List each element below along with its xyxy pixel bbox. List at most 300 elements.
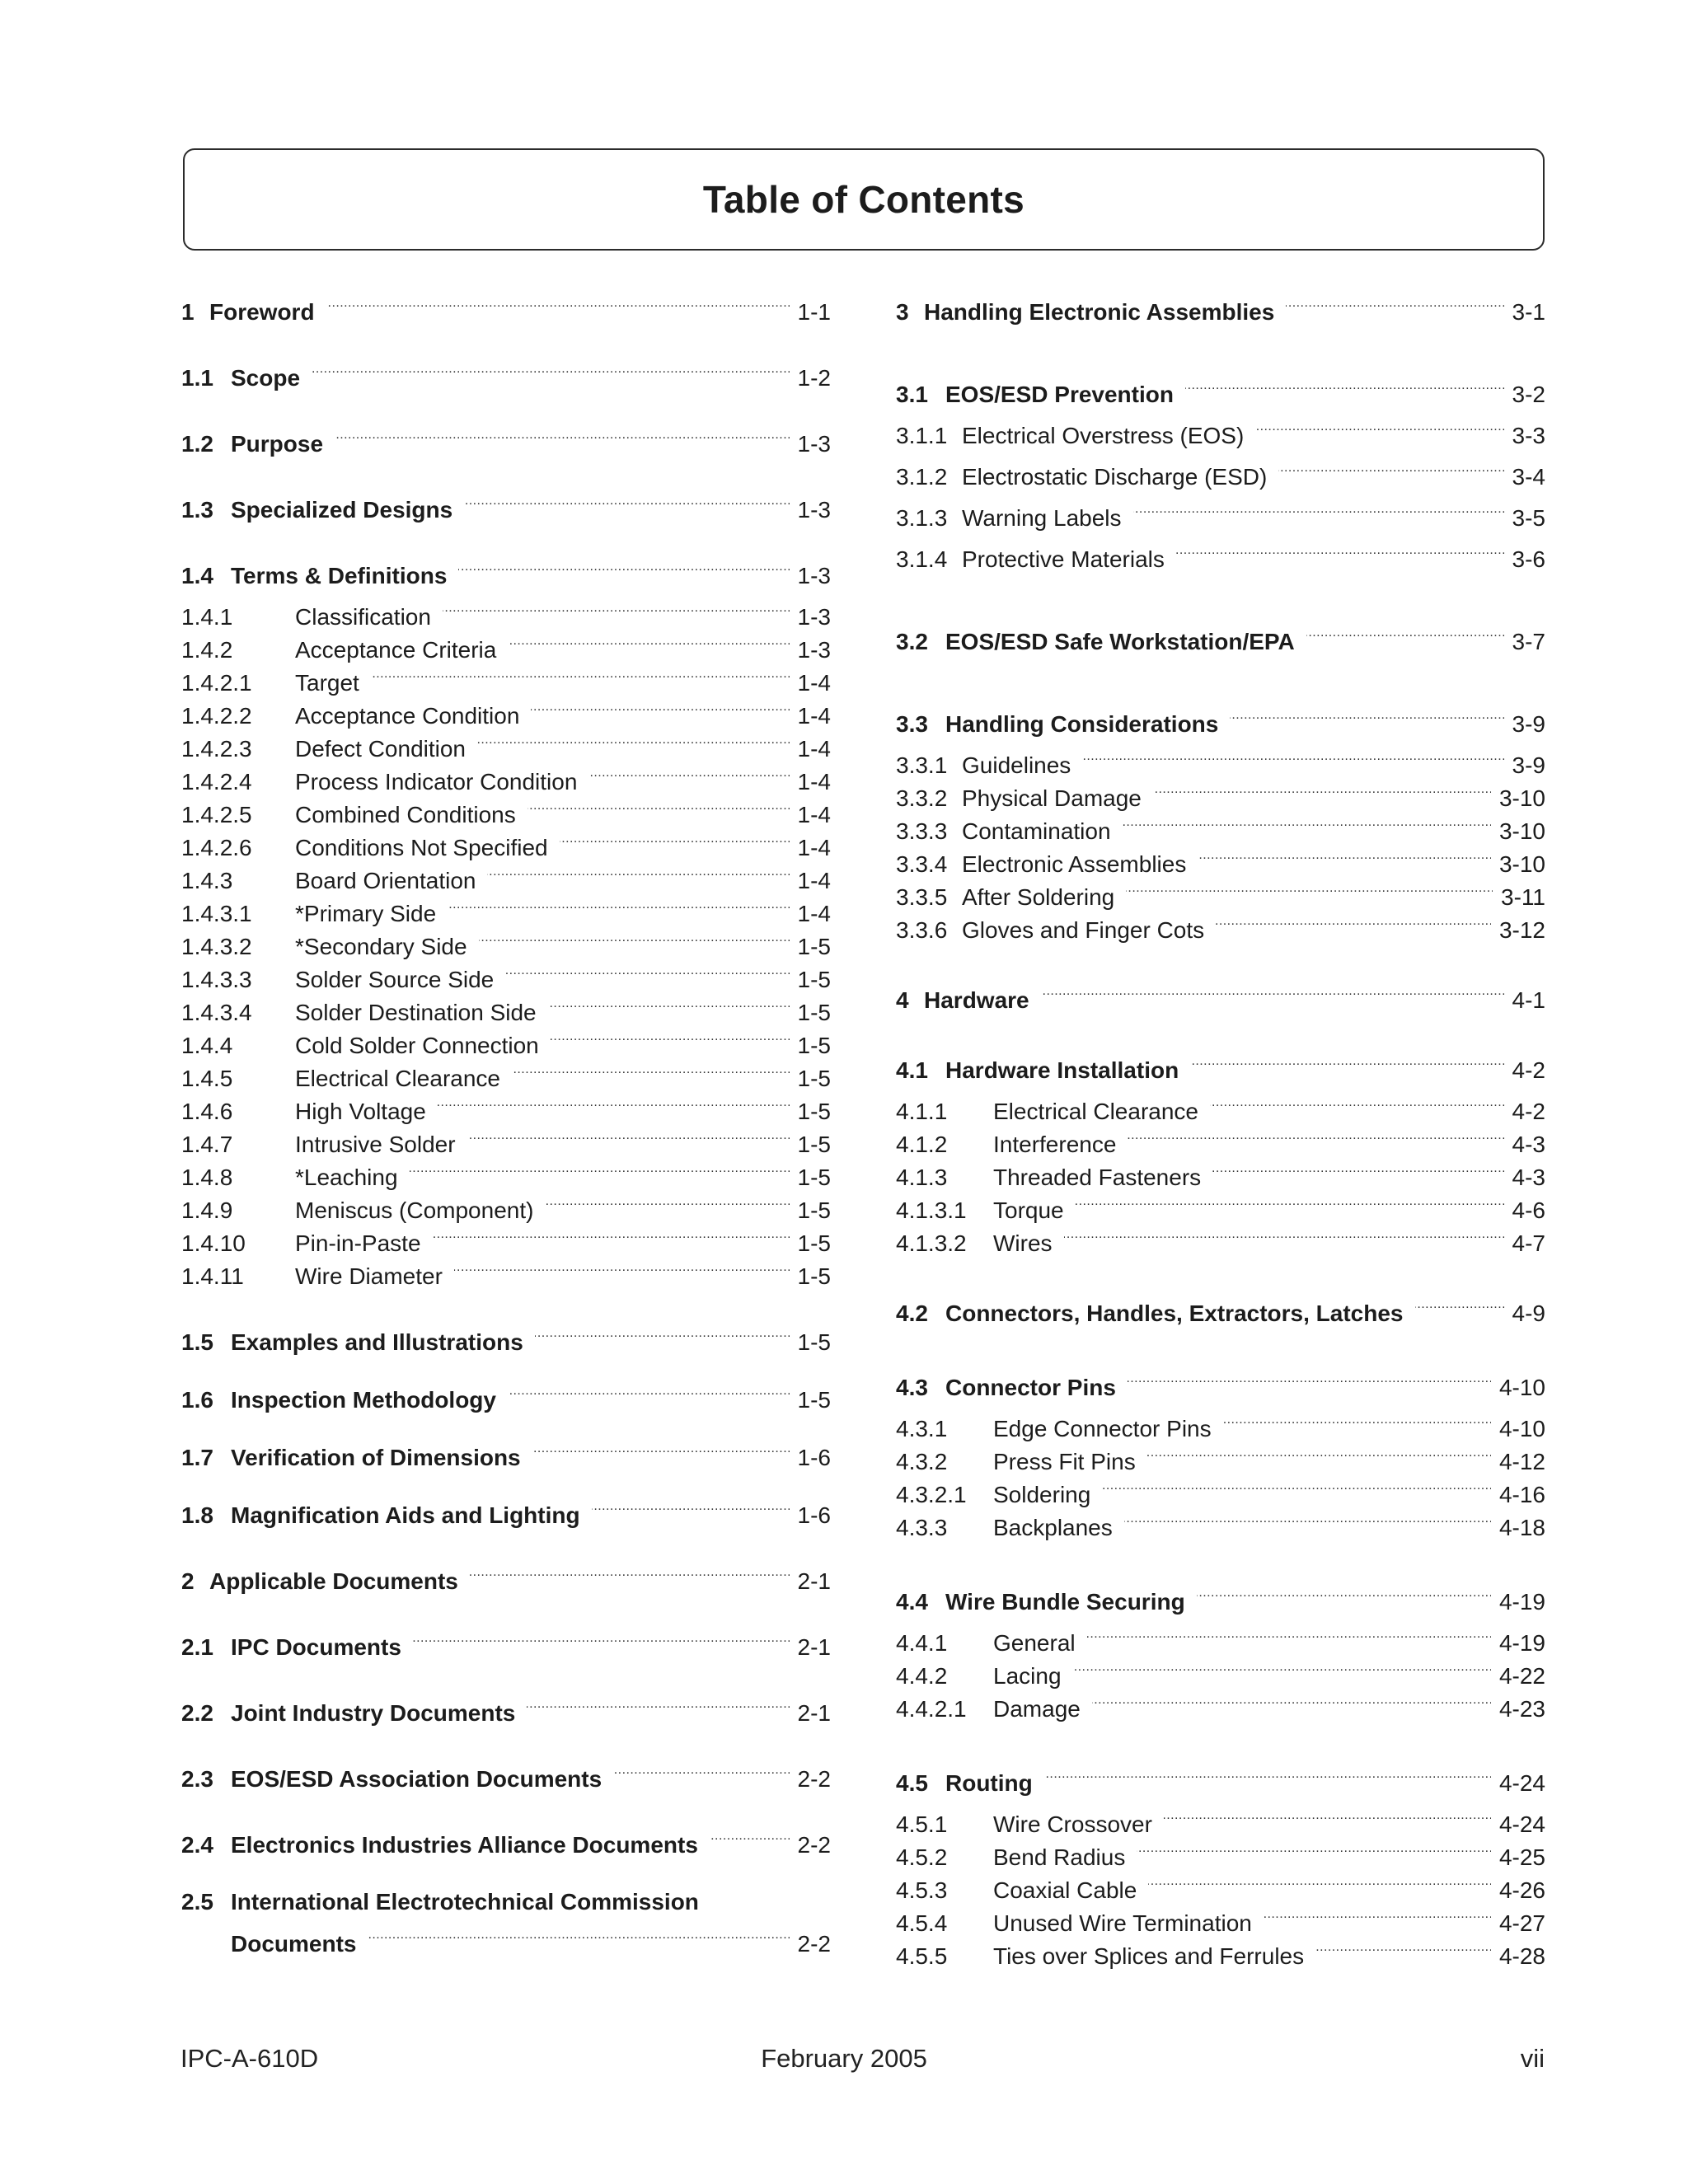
toc-entry-title: Intrusive Solder <box>295 1132 456 1157</box>
toc-entry-number: 1.4.2.2 <box>181 703 252 729</box>
toc-entry-page: 1-4 <box>797 736 831 762</box>
toc-entry-title: Cold Solder Connection <box>295 1033 539 1058</box>
dot-leader <box>535 1317 790 1350</box>
toc-entry-3-3-1[interactable] <box>896 740 1545 778</box>
toc-entry-title: Protective Materials <box>962 546 1165 572</box>
dot-leader <box>545 1185 789 1218</box>
toc-entry-4-3[interactable] <box>896 1362 1545 1400</box>
dot-leader <box>710 1820 790 1853</box>
toc-entry-title: Magnification Aids and Lighting <box>231 1502 580 1528</box>
toc-entry-title: IPC Documents <box>231 1634 401 1660</box>
dot-leader <box>1133 493 1504 526</box>
toc-entry-page: 4-22 <box>1498 1663 1545 1689</box>
toc-entry-page: 2-1 <box>797 1634 831 1660</box>
toc-entry-number: 3.1.1 <box>896 423 948 448</box>
toc-entry-number: 1.1 <box>181 365 213 391</box>
toc-entry-1-4-2-2[interactable] <box>181 691 831 729</box>
toc-entry-title: Verification of Dimensions <box>231 1445 521 1470</box>
toc-entry-page: 4-24 <box>1498 1811 1545 1837</box>
dot-leader <box>1223 1404 1491 1436</box>
toc-entry-number: 4.4.2 <box>896 1663 948 1689</box>
toc-entry-title: Hardware Installation <box>945 1057 1179 1083</box>
toc-entry-1-4-3-1[interactable] <box>181 888 831 926</box>
dot-leader <box>1076 1185 1504 1218</box>
toc-entry-page: 4-27 <box>1498 1910 1545 1936</box>
dot-leader <box>1044 1758 1491 1791</box>
toc-entry-page: 4-16 <box>1498 1482 1545 1507</box>
toc-entry-1-4-2[interactable] <box>181 625 831 663</box>
toc-entry-1-4-2-5[interactable] <box>181 790 831 827</box>
dot-leader <box>1073 1651 1491 1684</box>
toc-entry-page: 1-4 <box>797 901 831 926</box>
toc-entry-title: Wire Bundle Securing <box>945 1589 1185 1615</box>
toc-entry-title: Electronics Industries Alliance Documents <box>231 1832 698 1858</box>
toc-entry-2-2[interactable] <box>181 1688 831 1726</box>
toc-entry-4-3-1[interactable] <box>896 1404 1545 1441</box>
toc-entry-3-2[interactable] <box>896 616 1545 654</box>
toc-entry-title: Examples and Illustrations <box>231 1329 523 1355</box>
page-title: Table of Contents <box>702 178 1025 221</box>
toc-entry-number: 4.1.1 <box>896 1099 948 1124</box>
dot-leader <box>326 287 790 320</box>
toc-entry-title: Joint Industry Documents <box>231 1700 516 1726</box>
toc-entry-1[interactable] <box>181 287 831 325</box>
toc-entry-title: Electrical Overstress (EOS) <box>962 423 1245 448</box>
toc-entry-number: 4.4 <box>896 1589 928 1615</box>
toc-entry-4[interactable] <box>896 975 1545 1013</box>
toc-entry-page: 1-4 <box>797 802 831 827</box>
toc-entry-page: 1-5 <box>797 1066 831 1091</box>
dot-leader <box>1286 287 1503 320</box>
dot-leader <box>1264 1898 1491 1931</box>
toc-entry-number: 1.4.1 <box>181 604 233 630</box>
toc-entry-1-4-1[interactable] <box>181 592 831 630</box>
toc-entry-page: 4-23 <box>1498 1696 1545 1722</box>
dot-leader <box>368 1919 789 1952</box>
toc-entry-1-8[interactable] <box>181 1490 831 1528</box>
dot-leader <box>487 855 789 888</box>
toc-entry-4-1-3[interactable] <box>896 1152 1545 1190</box>
toc-entry-number: 1.4.7 <box>181 1132 233 1157</box>
dot-leader <box>1185 369 1504 402</box>
dot-leader <box>527 1688 789 1721</box>
dot-leader <box>1137 1832 1491 1865</box>
toc-entry-4-1-3-2[interactable] <box>896 1218 1545 1256</box>
toc-entry-page: 4-3 <box>1512 1165 1545 1190</box>
toc-entry-page: 1-6 <box>797 1502 831 1528</box>
toc-entry-title: Electrostatic Discharge (ESD) <box>962 464 1268 490</box>
toc-entry-1-4-5[interactable] <box>181 1053 831 1091</box>
toc-entry-4-2[interactable] <box>896 1288 1545 1326</box>
dot-leader <box>1315 1931 1491 1964</box>
toc-entry-4-3-3[interactable] <box>896 1502 1545 1540</box>
toc-entry-page: 3-10 <box>1498 785 1545 811</box>
toc-entry-title: Handling Electronic Assemblies <box>924 299 1275 325</box>
toc-entry-title: Edge Connector Pins <box>993 1416 1212 1441</box>
toc-entry-title: *Secondary Side <box>295 934 467 959</box>
toc-entry-number: 4.3.2 <box>896 1449 948 1474</box>
toc-entry-title: After Soldering <box>962 884 1115 910</box>
toc-entry-page: 4-6 <box>1512 1197 1545 1223</box>
dot-leader <box>413 1622 790 1655</box>
toc-entry-page: 1-5 <box>797 1099 831 1124</box>
toc-entry-4-5-2[interactable] <box>896 1832 1545 1870</box>
dot-leader <box>1128 1362 1491 1395</box>
toc-entry-2-4[interactable] <box>181 1820 831 1858</box>
toc-entry-title: Backplanes <box>993 1515 1113 1540</box>
toc-entry-page: 4-12 <box>1498 1449 1545 1474</box>
toc-entry-2-1[interactable] <box>181 1622 831 1660</box>
toc-entry-title: Hardware <box>924 987 1029 1013</box>
toc-entry-number: 2.5 <box>181 1889 213 1915</box>
toc-entry-page: 4-28 <box>1498 1943 1545 1969</box>
dot-leader <box>560 823 790 855</box>
toc-entry-title: Routing <box>945 1770 1033 1796</box>
toc-entry-1-4-2-3[interactable] <box>181 724 831 762</box>
toc-entry-number: 1.4.2.3 <box>181 736 252 762</box>
toc-entry-page: 1-3 <box>797 431 831 457</box>
toc-entry-number: 2.2 <box>181 1700 213 1726</box>
toc-entry-page: 1-5 <box>797 1132 831 1157</box>
dot-leader <box>1230 699 1503 732</box>
dot-leader <box>335 419 790 452</box>
toc-entry-number: 3.3.1 <box>896 752 948 778</box>
toc-entry-3-3-6[interactable] <box>896 905 1545 943</box>
toc-entry-number: 4 <box>896 987 909 1013</box>
toc-entry-3-1-3[interactable] <box>896 493 1545 531</box>
toc-entry-page: 4-10 <box>1498 1375 1545 1400</box>
toc-entry-number: 1.4.2.1 <box>181 670 252 696</box>
title-box <box>183 148 1545 251</box>
toc-entry-number: 1.4.11 <box>181 1263 244 1289</box>
toc-entry-page: 1-4 <box>797 868 831 893</box>
toc-entry-1-4-2-6[interactable] <box>181 823 831 860</box>
toc-entry-3-1-1[interactable] <box>896 410 1545 448</box>
toc-entry-page: 1-6 <box>797 1445 831 1470</box>
toc-entry-page: 1-5 <box>797 1329 831 1355</box>
toc-entry-title: Press Fit Pins <box>993 1449 1136 1474</box>
toc-entry-page: 1-3 <box>797 497 831 523</box>
dot-leader <box>508 625 789 658</box>
toc-entry-page: 1-2 <box>797 365 831 391</box>
toc-entry-number: 3.3.2 <box>896 785 948 811</box>
dot-leader <box>433 1218 790 1251</box>
toc-entry-page: 3-7 <box>1512 629 1545 654</box>
toc-entry-number: 1.4.10 <box>181 1230 246 1256</box>
toc-entry-2-3[interactable] <box>181 1754 831 1792</box>
toc-entry-page: 1-5 <box>797 967 831 992</box>
toc-entry-page: 3-9 <box>1512 711 1545 737</box>
toc-entry-page: 3-6 <box>1512 546 1545 572</box>
toc-entry-1-4-3-2[interactable] <box>181 921 831 959</box>
toc-entry-4-5-3[interactable] <box>896 1865 1545 1903</box>
toc-entry-page: 3-9 <box>1512 752 1545 778</box>
toc-entry-number: 2 <box>181 1568 195 1594</box>
toc-entry-number: 1.4.4 <box>181 1033 233 1058</box>
toc-entry-title: Bend Radius <box>993 1844 1126 1870</box>
toc-entry-1-4-2-4[interactable] <box>181 757 831 794</box>
toc-entry-title: *Leaching <box>295 1165 398 1190</box>
toc-entry-title: Threaded Fasteners <box>993 1165 1202 1190</box>
toc-entry-3-3[interactable] <box>896 699 1545 737</box>
toc-entry-page: 1-1 <box>797 299 831 325</box>
toc-entry-1-6[interactable] <box>181 1375 831 1413</box>
toc-entry-1-4-10[interactable] <box>181 1218 831 1256</box>
toc-entry-number: 4.4.2.1 <box>896 1696 967 1722</box>
toc-entry-number: 4.5.3 <box>896 1877 948 1903</box>
toc-entry-page: 3-4 <box>1512 464 1545 490</box>
toc-entry-number: 3.1.3 <box>896 505 948 531</box>
dot-leader <box>1092 1684 1491 1717</box>
toc-entry-title: Applicable Documents <box>209 1568 458 1594</box>
dot-leader <box>464 485 789 518</box>
toc-entry-title: Board Orientation <box>295 868 476 893</box>
toc-entry-title: Wire Diameter <box>295 1263 443 1289</box>
toc-entry-title: *Primary Side <box>295 901 437 926</box>
toc-entry-3-1-2[interactable] <box>896 452 1545 490</box>
toc-entry-4-3-2-1[interactable] <box>896 1469 1545 1507</box>
toc-entry-number: 3 <box>896 299 909 325</box>
toc-entry-title: Pin-in-Paste <box>295 1230 421 1256</box>
toc-entry-title: Target <box>295 670 359 696</box>
toc-entry-1-4-3-4[interactable] <box>181 987 831 1025</box>
toc-entry-title: Interference <box>993 1132 1117 1157</box>
dot-leader <box>588 757 789 790</box>
dot-leader <box>1306 616 1504 649</box>
toc-entry-1-4-8[interactable] <box>181 1152 831 1190</box>
toc-entry-number: 4.5.1 <box>896 1811 948 1837</box>
toc-entry-3-3-5[interactable] <box>896 872 1545 910</box>
toc-entry-page: 4-25 <box>1498 1844 1545 1870</box>
toc-entry-4-1-1[interactable] <box>896 1086 1545 1124</box>
toc-entry-page: 2-2 <box>797 1832 831 1858</box>
dot-leader <box>1197 1577 1491 1610</box>
toc-entry-2[interactable] <box>181 1556 831 1594</box>
toc-entry-title: Purpose <box>231 431 324 457</box>
dot-leader <box>1064 1218 1504 1251</box>
toc-entry-number: 4.1.3.1 <box>896 1197 967 1223</box>
toc-entry-page: 4-9 <box>1512 1301 1545 1326</box>
toc-entry-number: 4.2 <box>896 1301 928 1326</box>
toc-entry-title: Connectors, Handles, Extractors, Latches <box>945 1301 1404 1326</box>
toc-entry-number: 2.4 <box>181 1832 213 1858</box>
toc-entry-page: 1-5 <box>797 1197 831 1223</box>
toc-entry-page: 1-5 <box>797 1033 831 1058</box>
toc-entry-number: 1.8 <box>181 1502 213 1528</box>
toc-entry-page: 1-4 <box>797 670 831 696</box>
toc-entry-4-5-5[interactable] <box>896 1931 1545 1969</box>
toc-entry-page: 3-10 <box>1498 818 1545 844</box>
toc-entry-1-4-6[interactable] <box>181 1086 831 1124</box>
toc-entry-number: 3.3.5 <box>896 884 948 910</box>
dot-leader <box>1216 905 1491 938</box>
toc-entry-title: EOS/ESD Association Documents <box>231 1766 603 1792</box>
toc-entry-number: 4.1 <box>896 1057 928 1083</box>
toc-entry-number: 4.3 <box>896 1375 928 1400</box>
toc-entry-title: Damage <box>993 1696 1081 1722</box>
toc-entry-page: 2-2 <box>797 1766 831 1792</box>
dot-leader <box>371 658 790 691</box>
footer-date: February 2005 <box>761 2044 927 2073</box>
toc-entry-1-4-11[interactable] <box>181 1251 831 1289</box>
dot-leader <box>613 1754 789 1787</box>
toc-entry-4-5[interactable] <box>896 1758 1545 1796</box>
toc-entry-page: 4-7 <box>1512 1230 1545 1256</box>
toc-entry-1-4-4[interactable] <box>181 1020 831 1058</box>
toc-entry-3[interactable] <box>896 287 1545 325</box>
toc-entry-page: 2-2 <box>797 1931 831 1957</box>
toc-entry-page: 1-5 <box>797 934 831 959</box>
dot-leader <box>1102 1469 1491 1502</box>
dot-leader <box>1128 1119 1503 1152</box>
toc-entry-1-4-7[interactable] <box>181 1119 831 1157</box>
toc-entry-documents[interactable] <box>181 1919 831 1957</box>
toc-entry-page: 4-1 <box>1512 987 1545 1013</box>
dot-leader <box>548 987 790 1020</box>
toc-entry-1-7[interactable] <box>181 1432 831 1470</box>
toc-entry-title: Handling Considerations <box>945 711 1219 737</box>
toc-entry-page: 4-26 <box>1498 1877 1545 1903</box>
toc-entry-1-3[interactable] <box>181 485 831 523</box>
toc-entry-number: 1.4.5 <box>181 1066 233 1091</box>
toc-entry-number: 4.1.3 <box>896 1165 948 1190</box>
toc-entry-number: 3.3 <box>896 711 928 737</box>
toc-entry-4-4-2[interactable] <box>896 1651 1545 1689</box>
toc-entry-number: 1.4.3 <box>181 868 233 893</box>
toc-entry-title: Wire Crossover <box>993 1811 1152 1837</box>
toc-entry-number: 4.1.3.2 <box>896 1230 967 1256</box>
toc-entry-title: Warning Labels <box>962 505 1122 531</box>
dot-leader <box>528 790 790 823</box>
toc-entry-title: Terms & Definitions <box>231 563 448 588</box>
toc-entry-1-4-3[interactable] <box>181 855 831 893</box>
toc-entry-title: Electronic Assemblies <box>962 851 1187 877</box>
toc-entry-number: 1.4.2.4 <box>181 769 252 794</box>
toc-entry-title: General <box>993 1630 1076 1656</box>
toc-entry-number: 1.4.3.1 <box>181 901 252 926</box>
toc-entry-title: Acceptance Condition <box>295 703 520 729</box>
toc-entry-number: 1.4.3.2 <box>181 934 252 959</box>
toc-entry-4-4-2-1[interactable] <box>896 1684 1545 1722</box>
toc-entry-4-3-2[interactable] <box>896 1436 1545 1474</box>
toc-entry-page: 4-19 <box>1498 1630 1545 1656</box>
toc-entry-title: Electrical Clearance <box>993 1099 1198 1124</box>
dot-leader <box>1176 534 1504 567</box>
toc-entry-4-1[interactable] <box>896 1045 1545 1083</box>
toc-entry-4-4-1[interactable] <box>896 1618 1545 1656</box>
dot-leader <box>505 954 789 987</box>
toc-entry-number: 3.1.2 <box>896 464 948 490</box>
toc-entry-page: 4-18 <box>1498 1515 1545 1540</box>
toc-entry-2-5[interactable] <box>181 1886 831 1919</box>
dot-leader <box>1082 740 1503 773</box>
toc-entry-3-1-4[interactable] <box>896 534 1545 572</box>
dot-leader <box>477 724 790 757</box>
toc-entry-1-5[interactable] <box>181 1317 831 1355</box>
toc-entry-title: Documents <box>231 1931 357 1957</box>
toc-entry-page: 4-3 <box>1512 1132 1545 1157</box>
toc-entry-page: 4-10 <box>1498 1416 1545 1441</box>
toc-entry-title: Lacing <box>993 1663 1062 1689</box>
dot-leader <box>1147 1436 1491 1469</box>
dot-leader <box>467 1119 790 1152</box>
toc-entry-page: 2-1 <box>797 1700 831 1726</box>
dot-leader <box>551 1020 790 1053</box>
toc-entry-page: 3-3 <box>1512 423 1545 448</box>
toc-entry-4-1-2[interactable] <box>896 1119 1545 1157</box>
dot-leader <box>1198 839 1491 872</box>
toc-entry-4-5-4[interactable] <box>896 1898 1545 1936</box>
toc-entry-title: Coaxial Cable <box>993 1877 1137 1903</box>
toc-entry-4-5-1[interactable] <box>896 1799 1545 1837</box>
toc-entry-title: Ties over Splices and Ferrules <box>993 1943 1305 1969</box>
toc-entry-title: Contamination <box>962 818 1111 844</box>
dot-leader <box>443 592 790 625</box>
toc-entry-page: 1-5 <box>797 1000 831 1025</box>
toc-entry-page: 1-5 <box>797 1230 831 1256</box>
toc-entry-title: Specialized Designs <box>231 497 453 523</box>
dot-leader <box>1087 1618 1491 1651</box>
toc-entry-title: Electrical Clearance <box>295 1066 500 1091</box>
toc-entry-number: 4.5 <box>896 1770 928 1796</box>
toc-entry-1-4-2-1[interactable] <box>181 658 831 696</box>
dot-leader <box>512 1053 790 1086</box>
dot-leader <box>532 1432 790 1465</box>
toc-entry-1-2[interactable] <box>181 419 831 457</box>
toc-entry-1-4-9[interactable] <box>181 1185 831 1223</box>
toc-entry-3-3-3[interactable] <box>896 806 1545 844</box>
footer-page-number: vii <box>1520 2044 1545 2073</box>
toc-entry-number: 1.4.9 <box>181 1197 233 1223</box>
toc-entry-title: Torque <box>993 1197 1064 1223</box>
toc-entry-number: 1.4.6 <box>181 1099 233 1124</box>
toc-entry-4-1-3-1[interactable] <box>896 1185 1545 1223</box>
toc-entry-number: 4.4.1 <box>896 1630 948 1656</box>
toc-entry-title: Classification <box>295 604 431 630</box>
toc-entry-page: 1-4 <box>797 835 831 860</box>
dot-leader <box>410 1152 790 1185</box>
toc-entry-number: 3.1 <box>896 382 928 407</box>
toc-entry-4-4[interactable] <box>896 1577 1545 1615</box>
dot-leader <box>1041 975 1504 1008</box>
toc-entry-title: Acceptance Criteria <box>295 637 497 663</box>
toc-entry-page: 3-11 <box>1501 884 1545 910</box>
toc-entry-number: 4.3.1 <box>896 1416 948 1441</box>
toc-entry-title: Solder Destination Side <box>295 1000 537 1025</box>
toc-entry-3-3-4[interactable] <box>896 839 1545 877</box>
toc-entry-page: 1-5 <box>797 1263 831 1289</box>
dot-leader <box>1148 1865 1491 1898</box>
dot-leader <box>454 1251 790 1284</box>
dot-leader <box>1124 1502 1491 1535</box>
toc-entry-page: 4-19 <box>1498 1589 1545 1615</box>
dot-leader <box>312 353 790 386</box>
toc-entry-title: International Electrotechnical Commission <box>231 1889 699 1915</box>
toc-entry-page: 1-5 <box>797 1165 831 1190</box>
toc-entry-page: 3-1 <box>1512 299 1545 325</box>
toc-entry-page: 4-24 <box>1498 1770 1545 1796</box>
toc-entry-title: Gloves and Finger Cots <box>962 917 1205 943</box>
toc-entry-3-1[interactable] <box>896 369 1545 407</box>
toc-entry-1-4[interactable] <box>181 551 831 588</box>
dot-leader <box>1212 1152 1503 1185</box>
dot-leader <box>508 1375 790 1408</box>
toc-entry-3-3-2[interactable] <box>896 773 1545 811</box>
dot-leader <box>1190 1045 1503 1078</box>
toc-entry-number: 2.3 <box>181 1766 213 1792</box>
toc-entry-1-4-3-3[interactable] <box>181 954 831 992</box>
toc-entry-1-1[interactable] <box>181 353 831 391</box>
